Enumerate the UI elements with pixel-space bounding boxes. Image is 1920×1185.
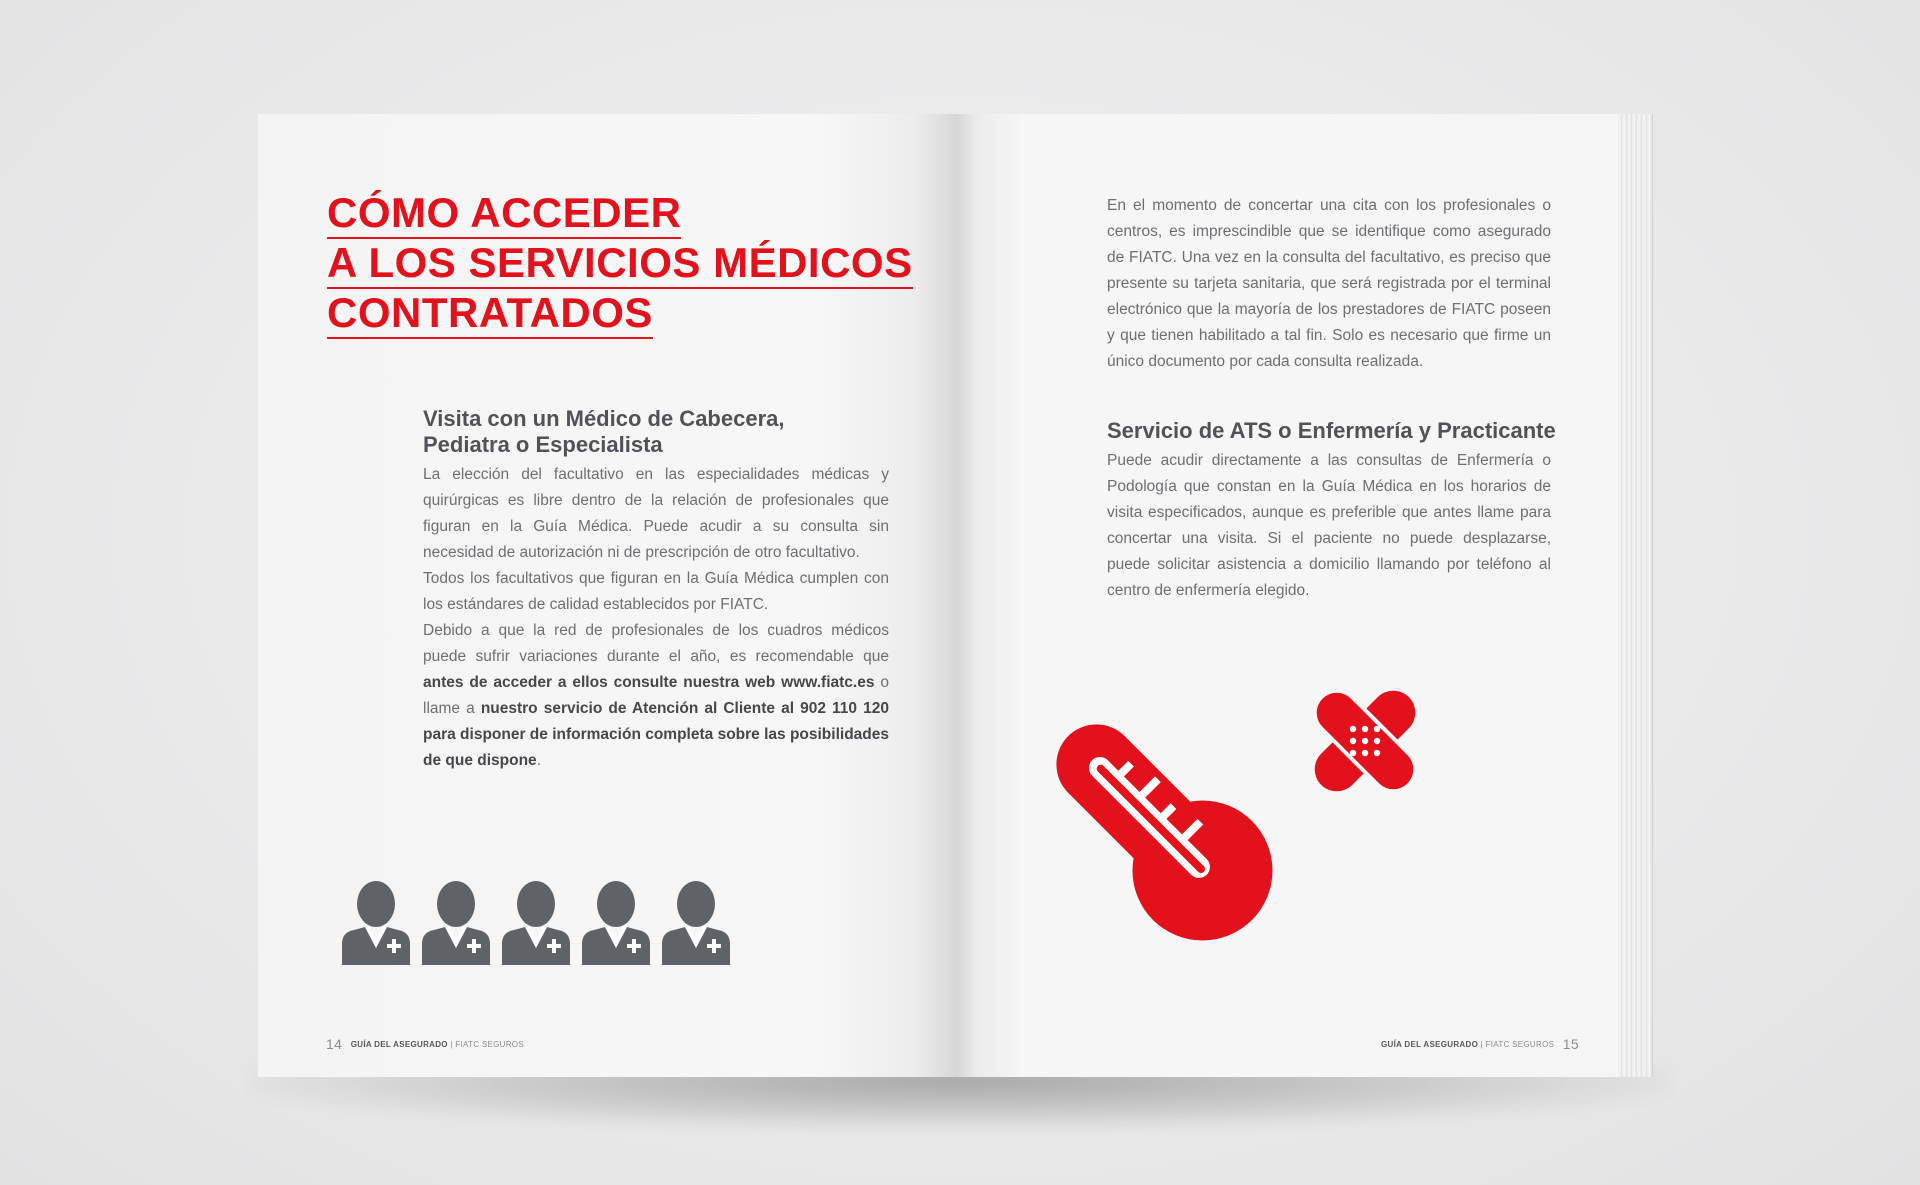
paragraph-enfermeria: Puede acudir directamente a las consultas de Enfermería o Podología que constan en la Guía Médica en los horarios de visita especificados, aunque es preferible que antes llame para concertar una visita. Si el paciente no puede desplazarse, puede solicitar asistencia a domicilio llamando por teléfono al centro de enfermería elegido.	[1107, 452, 1551, 599]
section-heading-ats: Servicio de ATS o Enfermería y Practicante	[1107, 418, 1556, 443]
paragraph-eleccion: La elección del facultativo en las especialidades médicas y quirúrgicas es libre dentro de la relación de profesionales que figuran en la Guía Médica. Puede acudir a su consulta sin necesidad de autorización ni de prescripción de otro facultativo.	[423, 466, 889, 561]
doctor-icon	[502, 881, 570, 965]
left-footer	[320, 1036, 524, 1052]
doctors-illustration	[340, 880, 740, 970]
section-body-ats	[1107, 448, 1551, 604]
footer-separator-right: |	[1480, 1040, 1484, 1049]
title-line-3: CONTRATADOS	[327, 289, 653, 339]
page-title	[327, 188, 913, 338]
paragraph-debido-end: .	[536, 752, 541, 769]
paragraph-debido-bold-phone: nuestro servicio de Atención al Cliente al 902 110 120 para disponer de información completa sobre las posibilidades de que dispone	[423, 700, 889, 769]
right-footer	[1381, 1036, 1585, 1052]
footer-brand-left: FIATC SEGUROS	[455, 1040, 524, 1049]
doctor-icon	[342, 881, 410, 965]
section-body-visita	[423, 462, 889, 774]
thermometer-icon	[1040, 708, 1290, 958]
title-line-2: A LOS SERVICIOS MÉDICOS	[327, 239, 913, 289]
footer-guide-left: GUÍA DEL ASEGURADO	[350, 1040, 448, 1049]
paragraph-debido-middle: o llame a	[423, 674, 889, 717]
doctor-icon	[422, 881, 490, 965]
paragraph-debido	[423, 618, 889, 774]
doctor-icon	[662, 881, 730, 965]
footer-guide-right: GUÍA DEL ASEGURADO	[1381, 1040, 1479, 1049]
section-heading-visita	[423, 406, 893, 458]
doctor-icon	[582, 881, 650, 965]
title-line-1: CÓMO ACCEDER	[327, 189, 681, 239]
section-heading-line-1: Visita con un Médico de Cabecera,	[423, 406, 785, 431]
paragraph-debido-start: Debido a que la red de profesionales de los cuadros médicos puede sufrir variaciones durante el año, es recomendable que	[423, 622, 889, 665]
footer-brand-right: FIATC SEGUROS	[1485, 1040, 1555, 1049]
bandage-icon	[1300, 676, 1430, 806]
intro-body-text	[1107, 193, 1551, 375]
paragraph-cita: En el momento de concertar una cita con los profesionales o centros, es imprescindible que se identifique como asegurado de FIATC. Una vez en la consulta del facultativo, es preciso que presente su tarjeta sanitaria, que será registrada por el terminal electrónico que la mayoría de los prestadores de FIATC poseen y que tienen habilitado a tal fin. Solo es necesario que firme un único documento por cada consulta realizada.	[1107, 197, 1551, 370]
paragraph-facultativos: Todos los facultativos que figuran en la Guía Médica cumplen con los estándares de calidad establecidos por FIATC.	[423, 570, 889, 613]
section-heading-line-2: Pediatra o Especialista	[423, 432, 663, 457]
page-edges	[1618, 114, 1653, 1077]
footer-separator-left: |	[450, 1040, 453, 1049]
page-number-left: 14	[326, 1036, 343, 1052]
page-number-right: 15	[1562, 1036, 1579, 1052]
paragraph-debido-bold-web: antes de acceder a ellos consulte nuestra web www.fiatc.es	[423, 674, 875, 691]
